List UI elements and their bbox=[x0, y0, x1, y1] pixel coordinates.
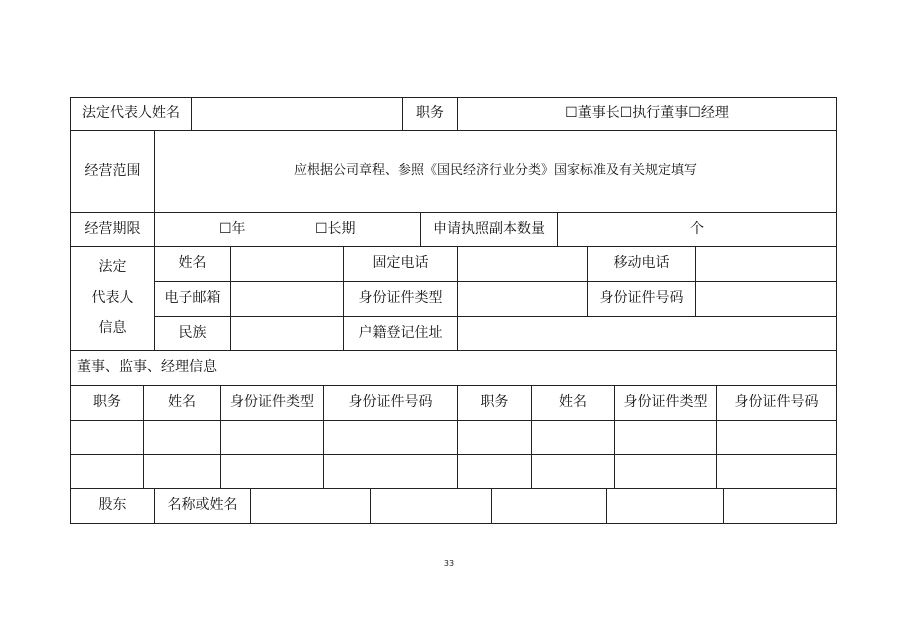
position-label: 职务 bbox=[402, 97, 458, 131]
officer-cell[interactable] bbox=[70, 454, 144, 489]
business-scope-hint: 应根据公司章程、参照《国民经济行业分类》国家标准及有关规定填写 bbox=[293, 163, 697, 179]
officers-section-title: 董事、监事、经理信息 bbox=[70, 350, 837, 386]
legal-rep-name-field[interactable] bbox=[191, 97, 403, 131]
legal-rep-info-label-line3: 信息 bbox=[98, 320, 127, 337]
officer-header-name-1: 姓名 bbox=[143, 385, 221, 421]
shareholder-cell[interactable] bbox=[606, 488, 724, 524]
business-scope-field[interactable] bbox=[154, 130, 837, 213]
officer-cell[interactable] bbox=[323, 454, 458, 489]
officer-cell[interactable] bbox=[220, 420, 324, 455]
license-copies-unit: 个 bbox=[690, 220, 704, 237]
officer-header-position-1: 职务 bbox=[70, 385, 144, 421]
legal-rep-info-label bbox=[70, 246, 155, 351]
officer-cell[interactable] bbox=[143, 454, 221, 489]
officer-header-id-type-1: 身份证件类型 bbox=[220, 385, 324, 421]
shareholder-name-label: 名称或姓名 bbox=[154, 488, 251, 524]
officer-cell[interactable] bbox=[716, 454, 837, 489]
license-copies-label: 申请执照副本数量 bbox=[420, 212, 558, 247]
rep-id-number-field[interactable] bbox=[695, 281, 837, 317]
business-term-field bbox=[154, 212, 421, 247]
officer-cell[interactable] bbox=[531, 454, 615, 489]
rep-ethnicity-label: 民族 bbox=[154, 316, 231, 351]
shareholders-label: 股东 bbox=[70, 488, 155, 524]
rep-email-field[interactable] bbox=[230, 281, 344, 317]
officer-header-id-number-2: 身份证件号码 bbox=[716, 385, 837, 421]
term-years-option[interactable]: ☐年 bbox=[219, 220, 246, 237]
rep-email-label: 电子邮箱 bbox=[154, 281, 231, 317]
rep-ethnicity-field[interactable] bbox=[230, 316, 344, 351]
rep-id-type-label: 身份证件类型 bbox=[343, 281, 458, 317]
position-options[interactable]: ☐董事长☐执行董事☐经理 bbox=[457, 97, 837, 131]
legal-rep-name-label: 法定代表人姓名 bbox=[70, 97, 192, 131]
legal-rep-info-label-line1: 法定 bbox=[98, 259, 127, 276]
officer-cell[interactable] bbox=[614, 454, 717, 489]
rep-landline-field[interactable] bbox=[457, 246, 588, 282]
officer-cell[interactable] bbox=[323, 420, 458, 455]
officer-header-id-number-1: 身份证件号码 bbox=[323, 385, 458, 421]
page-number: 33 bbox=[443, 559, 455, 568]
officer-cell[interactable] bbox=[143, 420, 221, 455]
business-term-label: 经营期限 bbox=[70, 212, 155, 247]
officer-cell[interactable] bbox=[614, 420, 717, 455]
term-long-option[interactable]: ☐长期 bbox=[315, 220, 356, 237]
rep-name-label: 姓名 bbox=[154, 246, 231, 282]
officer-header-name-2: 姓名 bbox=[531, 385, 615, 421]
shareholder-cell[interactable] bbox=[723, 488, 837, 524]
officer-cell[interactable] bbox=[457, 454, 532, 489]
rep-name-field[interactable] bbox=[230, 246, 344, 282]
officer-cell[interactable] bbox=[716, 420, 837, 455]
business-scope-label: 经营范围 bbox=[70, 130, 155, 213]
shareholder-cell[interactable] bbox=[250, 488, 371, 524]
officer-cell[interactable] bbox=[70, 420, 144, 455]
legal-rep-info-label-line2: 代表人 bbox=[91, 289, 134, 306]
rep-mobile-field[interactable] bbox=[695, 246, 837, 282]
officer-header-id-type-2: 身份证件类型 bbox=[614, 385, 717, 421]
shareholder-cell[interactable] bbox=[370, 488, 492, 524]
rep-household-address-field[interactable] bbox=[457, 316, 837, 351]
officer-cell[interactable] bbox=[220, 454, 324, 489]
rep-mobile-label: 移动电话 bbox=[587, 246, 696, 282]
rep-id-number-label: 身份证件号码 bbox=[587, 281, 696, 317]
officer-cell[interactable] bbox=[531, 420, 615, 455]
license-copies-field[interactable] bbox=[557, 212, 837, 247]
officer-cell[interactable] bbox=[457, 420, 532, 455]
rep-household-address-label: 户籍登记住址 bbox=[343, 316, 458, 351]
shareholder-cell[interactable] bbox=[491, 488, 607, 524]
rep-id-type-field[interactable] bbox=[457, 281, 588, 317]
officer-header-position-2: 职务 bbox=[457, 385, 532, 421]
rep-landline-label: 固定电话 bbox=[343, 246, 458, 282]
